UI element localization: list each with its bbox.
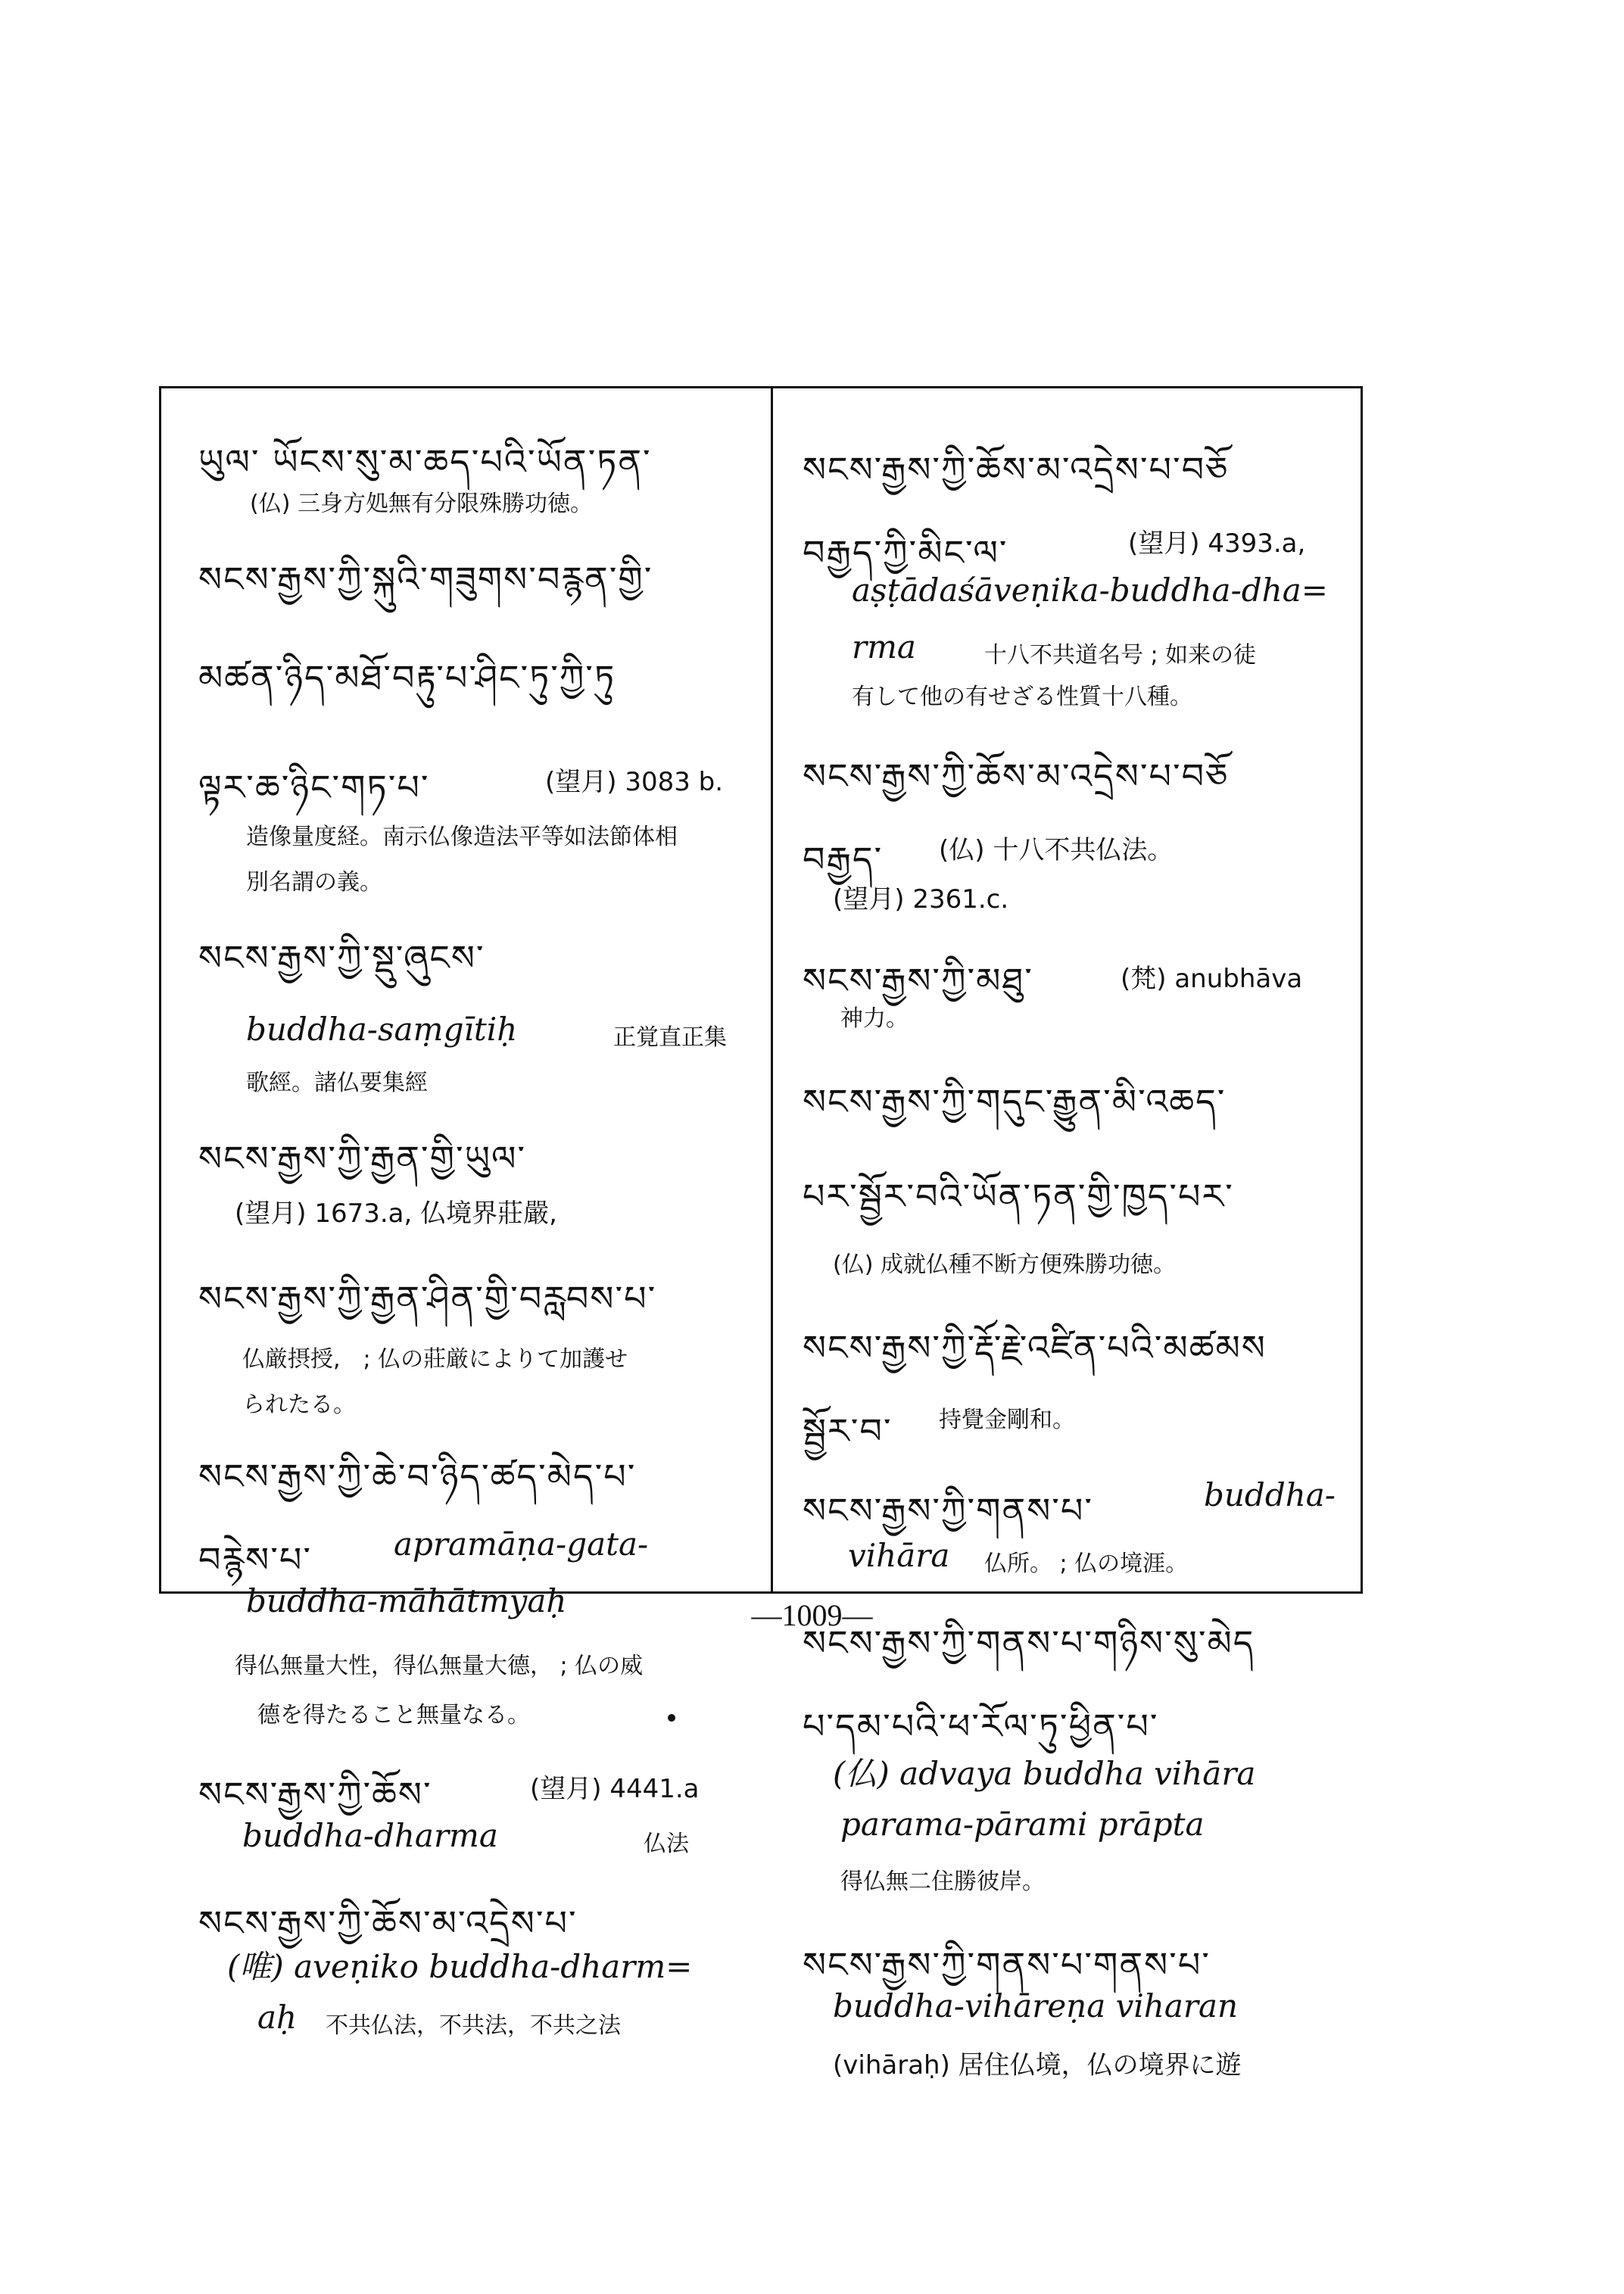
entry-tibetan: སངས་རྒྱས་ཀྱི་སྡུ་ཞུངས་	[198, 937, 485, 978]
entry-gloss: 神力。	[840, 1005, 909, 1032]
entry-gloss: 德を得たること無量なる。	[257, 1702, 530, 1728]
entry-sanskrit: rma	[852, 628, 916, 665]
entry-reference: (望月) 4393.a,	[1128, 528, 1306, 559]
entry-sanskrit: apramāṇa-gata-	[394, 1526, 649, 1563]
entry-reference: (望月) 1673.a, 仏境界莊嚴,	[235, 1198, 557, 1229]
entry-tibetan: ཡུལ་ ཡོངས་སུ་མ་ཆད་པའི་ཡོན་ཏན་	[198, 441, 652, 482]
entry-gloss: (仏) 成就仏種不断方便殊勝功徳。	[833, 1251, 1176, 1278]
entry-tibetan: པ་དམ་པའི་ཕ་རོལ་ཏུ་ཕྱིན་པ་	[803, 1706, 1159, 1747]
entry-reference: (梵) anubhāva	[1121, 964, 1303, 994]
entry-gloss: 十八不共道名号 ; 如来の徒	[984, 642, 1257, 669]
entry-reference: (仏) 十八不共仏法。	[939, 835, 1174, 865]
entry-tibetan: སངས་རྒྱས་ཀྱི་གནས་པ་གནས་པ་	[803, 1944, 1211, 1985]
entry-tibetan: སངས་རྒྱས་ཀྱི་གདུང་རྒྱུན་མི་འཆད་	[803, 1081, 1227, 1122]
entry-gloss: 有して他の有せざる性質十八種。	[852, 684, 1192, 710]
entry-tibetan: སངས་རྒྱས་ཀྱི་ཆོས་མ་འདྲེས་པ་	[198, 1903, 578, 1943]
entry-gloss: 持覺金剛和。	[939, 1407, 1075, 1433]
entry-sanskrit: buddha-māhātmyaḥ	[246, 1582, 567, 1619]
entry-tibetan: བརྒྱད་	[803, 839, 884, 880]
entry-sanskrit: aṣṭādaśāveṇika-buddha-dha=	[852, 572, 1328, 609]
entry-sanskrit: buddha-vihāreṇa viharan	[833, 1987, 1239, 2024]
entry-tibetan: སངས་རྒྱས་ཀྱི་སྐུའི་གཟུགས་བརྙན་གྱི་	[198, 559, 653, 600]
entry-tibetan: སངས་རྒྱས་ཀྱི་མཐུ་	[803, 960, 1033, 1001]
entry-gloss: 仏所。 ; 仏の境涯。	[984, 1551, 1189, 1577]
entry-tibetan: བརྙེས་པ་	[198, 1539, 313, 1580]
ink-dot	[668, 1714, 675, 1722]
entry-gloss: (vihāraḥ) 居住仏境，仏の境界に遊	[833, 2050, 1242, 2080]
entry-tibetan: སྦྱོར་བ་	[803, 1410, 893, 1451]
entry-tibetan: བརྒྱད་ཀྱི་མིང་ལ་	[803, 532, 1008, 573]
entry-sanskrit: (仏) advaya buddha vihāra	[833, 1755, 1256, 1792]
entry-tibetan: སངས་རྒྱས་ཀྱི་གནས་པ་	[803, 1490, 1094, 1531]
entry-gloss: 正覚直正集	[613, 1024, 727, 1051]
entry-sanskrit: buddha-	[1204, 1476, 1336, 1513]
entry-gloss: 仏法	[644, 1831, 689, 1857]
entry-tibetan: སངས་རྒྱས་ཀྱི་ཆོས་	[198, 1774, 432, 1815]
entry-sanskrit: aḥ	[257, 1999, 298, 2036]
entry-tibetan: པར་སྦྱོར་བའི་ཡོན་ཏན་གྱི་ཁྱད་པར་	[803, 1176, 1234, 1217]
entry-sanskrit: buddha-saṃgītiḥ	[246, 1011, 518, 1048]
entry-gloss: 得仏無二住勝彼岸。	[840, 1869, 1045, 1895]
entry-sanskrit: parama-pārami prāpta	[840, 1806, 1205, 1843]
entry-tibetan: སངས་རྒྱས་ཀྱི་ཆེ་བ་ཉིད་ཚད་མེད་པ་	[198, 1456, 637, 1497]
entry-sanskrit: vihāra	[848, 1537, 950, 1574]
entry-gloss: られたる。	[242, 1392, 356, 1418]
entry-gloss: 別名謂の義。	[246, 869, 382, 896]
page-number: —1009—	[751, 1598, 873, 1632]
entry-sanskrit: (唯) aveṇiko buddha-dharm=	[227, 1948, 693, 1985]
entry-tibetan: མཚན་ཉིད་མཐོ་བརྟུ་པ་ཤིང་ཏུ་ཀྱི་ཏུ	[198, 657, 616, 698]
entry-reference: (望月) 4441.a	[530, 1774, 700, 1804]
entry-tibetan: སངས་རྒྱས་ཀྱི་རྒྱན་ཤིན་གྱི་བརླབས་པ་	[198, 1278, 657, 1319]
entry-tibetan: སངས་རྒྱས་ཀྱི་ཆོས་མ་འདྲེས་པ་བཅོ	[803, 756, 1230, 796]
entry-gloss: 歌經。諸仏要集經	[246, 1070, 428, 1096]
entry-tibetan: སངས་རྒྱས་ཀྱི་རྡོ་རྗེ་འཛིན་པའི་མཚམས	[803, 1327, 1267, 1368]
entry-tibetan: སངས་རྒྱས་ཀྱི་ཆོས་མ་འདྲེས་པ་བཅོ	[803, 449, 1230, 490]
entry-gloss: 造像量度経。南示仏像造法平等如法節体相	[246, 824, 678, 850]
entry-tibetan: སངས་རྒྱས་ཀྱི་གནས་པ་གཉིས་སུ་མེད	[803, 1622, 1255, 1663]
entry-gloss: (仏) 三身方処無有分限殊勝功徳。	[250, 491, 593, 517]
entry-reference: (望月) 3083 b.	[545, 767, 724, 797]
entry-tibetan: སངས་རྒྱས་ཀྱི་རྒྱན་གྱི་ཡུལ་	[198, 1138, 527, 1179]
entry-gloss: 不共仏法，不共法，不共之法	[326, 2012, 621, 2039]
entry-sanskrit: buddha-dharma	[242, 1817, 498, 1854]
entry-gloss: 仏厳摂授, ; 仏の莊厳によりて加護せ	[242, 1346, 628, 1373]
entry-gloss: 得仏無量大性，得仏無量大德， ; 仏の威	[235, 1653, 644, 1679]
entry-reference: (望月) 2361.c.	[833, 884, 1009, 915]
column-divider	[771, 388, 773, 1593]
entry-tibetan: ལྟར་ཆ་ཉིང་གཏ་པ་	[198, 767, 430, 808]
